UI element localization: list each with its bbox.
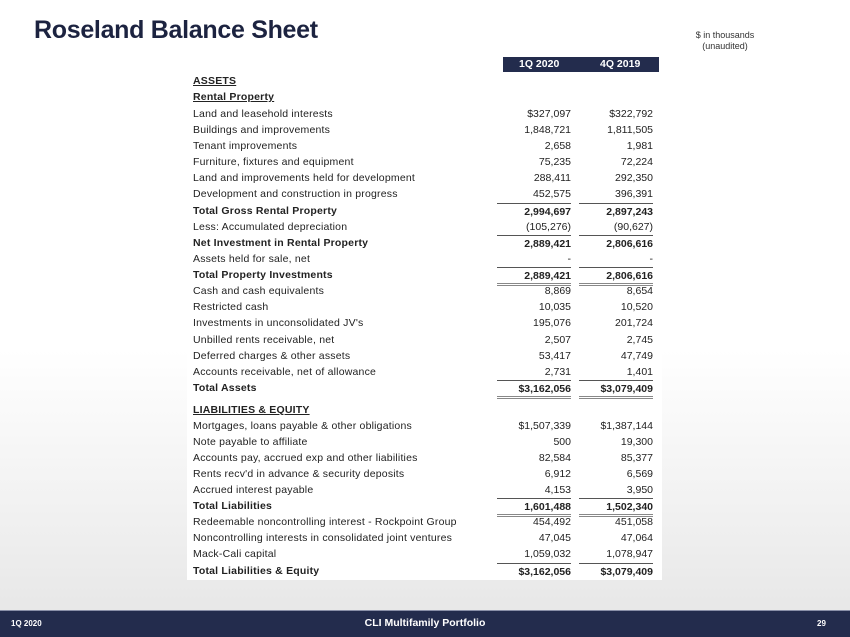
row-label: Land and improvements held for development [193, 172, 416, 184]
table-row [193, 466, 659, 482]
value-1q2020: 47,045 [538, 532, 571, 544]
value-1q2020: 10,035 [538, 301, 571, 313]
row-label: Tenant improvements [193, 140, 298, 152]
total-row [193, 267, 659, 283]
row-label: Redeemable noncontrolling interest - Rockpoint Group [193, 516, 457, 528]
value-4q2019: $1,387,144 [600, 420, 653, 432]
value-1q2020: $3,162,056 [497, 563, 571, 580]
value-4q2019: - [649, 253, 653, 265]
value-1q2020: 452,575 [533, 188, 571, 200]
value-4q2019: $3,079,409 [579, 563, 653, 580]
table-row [193, 434, 659, 450]
value-1q2020: 2,994,697 [497, 203, 571, 220]
table-row [193, 170, 659, 186]
value-4q2019: 47,749 [620, 350, 653, 362]
value-4q2019: 201,724 [615, 317, 653, 329]
total-row [193, 235, 659, 251]
value-4q2019: 2,897,243 [579, 203, 653, 220]
row-label: Buildings and improvements [193, 124, 331, 136]
row-label: Rental Property [193, 91, 275, 103]
value-4q2019: 3,950 [626, 484, 653, 496]
value-4q2019: 1,981 [626, 140, 653, 152]
row-label: Furniture, fixtures and equipment [193, 156, 354, 168]
value-1q2020: (105,276) [526, 221, 571, 233]
page-title: Roseland Balance Sheet [34, 16, 318, 44]
balance-sheet-table [187, 55, 662, 580]
table-row [193, 186, 659, 202]
row-label: Accounts pay, accrued exp and other liabilities [193, 452, 418, 464]
row-label: Accounts receivable, net of allowance [193, 366, 377, 378]
value-1q2020: - [567, 253, 571, 265]
table-row [193, 348, 659, 364]
value-1q2020: 6,912 [544, 468, 571, 480]
units-line: $ in thousands [695, 30, 755, 40]
section-header [193, 73, 659, 89]
table-row [193, 299, 659, 315]
value-4q2019: 2,806,616 [579, 267, 653, 286]
table-row [193, 482, 659, 498]
row-label: Mack-Cali capital [193, 548, 277, 560]
table-row [193, 530, 659, 546]
value-1q2020: 454,492 [533, 516, 571, 528]
value-1q2020: 75,235 [538, 156, 571, 168]
row-label: Unbilled rents receivable, net [193, 334, 335, 346]
table-row [193, 418, 659, 434]
row-label: Deferred charges & other assets [193, 350, 351, 362]
value-1q2020: 82,584 [538, 452, 571, 464]
value-4q2019: 19,300 [620, 436, 653, 448]
value-1q2020: 2,889,421 [497, 235, 571, 252]
value-1q2020: 195,076 [533, 317, 571, 329]
value-4q2019: $322,792 [609, 108, 653, 120]
value-4q2019: 1,811,505 [607, 124, 653, 136]
row-label: Total Property Investments [193, 269, 333, 281]
value-1q2020: 2,658 [544, 140, 571, 152]
row-label: Accrued interest payable [193, 484, 314, 496]
footer-period: 1Q 2020 [11, 619, 42, 628]
table-row [193, 546, 659, 562]
value-1q2020: 2,731 [544, 366, 571, 378]
row-label: Rents recv'd in advance & security deposits [193, 468, 405, 480]
column-header-bar [503, 57, 659, 72]
value-4q2019: (90,627) [613, 221, 653, 233]
table-row [193, 332, 659, 348]
table-row [193, 219, 659, 235]
value-4q2019: 2,806,616 [579, 235, 653, 252]
table-row [193, 364, 659, 380]
section-header [193, 402, 659, 418]
value-1q2020: 2,889,421 [497, 267, 571, 286]
column-header-4q2019: 4Q 2019 [600, 58, 641, 70]
footer-title: CLI Multifamily Portfolio [364, 617, 486, 629]
page-number: 29 [817, 619, 826, 628]
row-label: Total Liabilities & Equity [193, 565, 320, 577]
table-row [193, 450, 659, 466]
row-label: Total Assets [193, 382, 257, 394]
value-4q2019: 72,224 [620, 156, 653, 168]
row-label: Total Gross Rental Property [193, 205, 338, 217]
row-label: Restricted cash [193, 301, 269, 313]
value-1q2020: 1,601,488 [497, 498, 571, 517]
value-4q2019: 292,350 [615, 172, 653, 184]
table-row [193, 138, 659, 154]
value-4q2019: 1,401 [626, 366, 653, 378]
value-4q2019: 6,569 [626, 468, 653, 480]
section-header [193, 89, 659, 105]
audit-note: (unaudited) [702, 41, 748, 51]
row-label: Investments in unconsolidated JV's [193, 317, 364, 329]
value-1q2020: 288,411 [533, 172, 571, 184]
row-label: Land and leasehold interests [193, 108, 333, 120]
row-label: Development and construction in progress [193, 188, 398, 200]
table-row [193, 106, 659, 122]
column-header-1q2020: 1Q 2020 [519, 58, 560, 70]
row-label: Note payable to affiliate [193, 436, 308, 448]
row-label: Noncontrolling interests in consolidated joint ventures [193, 532, 453, 544]
table-row [193, 154, 659, 170]
value-1q2020: $3,162,056 [497, 380, 571, 399]
table-row [193, 251, 659, 267]
value-1q2020: $327,097 [527, 108, 571, 120]
value-1q2020: 1,059,032 [524, 548, 571, 560]
value-4q2019: 2,745 [626, 334, 653, 346]
units-note [680, 30, 770, 52]
footer-bar [0, 610, 850, 637]
table-row [193, 283, 659, 299]
value-1q2020: 4,153 [544, 484, 571, 496]
value-4q2019: 47,064 [620, 532, 653, 544]
value-4q2019: $3,079,409 [579, 380, 653, 399]
row-label: LIABILITIES & EQUITY [193, 404, 310, 416]
value-1q2020: 8,869 [544, 285, 571, 297]
value-4q2019: 396,391 [615, 188, 653, 200]
value-4q2019: 85,377 [620, 452, 653, 464]
row-label: Assets held for sale, net [193, 253, 311, 265]
value-1q2020: $1,507,339 [518, 420, 571, 432]
row-label: Total Liabilities [193, 500, 273, 512]
total-row [193, 563, 659, 579]
row-label: Net Investment in Rental Property [193, 237, 369, 249]
table-row [193, 315, 659, 331]
row-label: ASSETS [193, 75, 237, 87]
row-label: Mortgages, loans payable & other obligations [193, 420, 412, 432]
table-row [193, 122, 659, 138]
value-1q2020: 53,417 [538, 350, 571, 362]
total-row [193, 498, 659, 514]
value-4q2019: 451,058 [615, 516, 653, 528]
value-4q2019: 1,078,947 [606, 548, 653, 560]
total-row [193, 380, 659, 396]
value-1q2020: 2,507 [544, 334, 571, 346]
value-1q2020: 1,848,721 [524, 124, 571, 136]
table-row [193, 514, 659, 530]
row-label: Less: Accumulated depreciation [193, 221, 348, 233]
value-4q2019: 8,654 [626, 285, 653, 297]
value-4q2019: 1,502,340 [579, 498, 653, 517]
row-label: Cash and cash equivalents [193, 285, 325, 297]
value-4q2019: 10,520 [620, 301, 653, 313]
value-1q2020: 500 [553, 436, 571, 448]
total-row [193, 203, 659, 219]
